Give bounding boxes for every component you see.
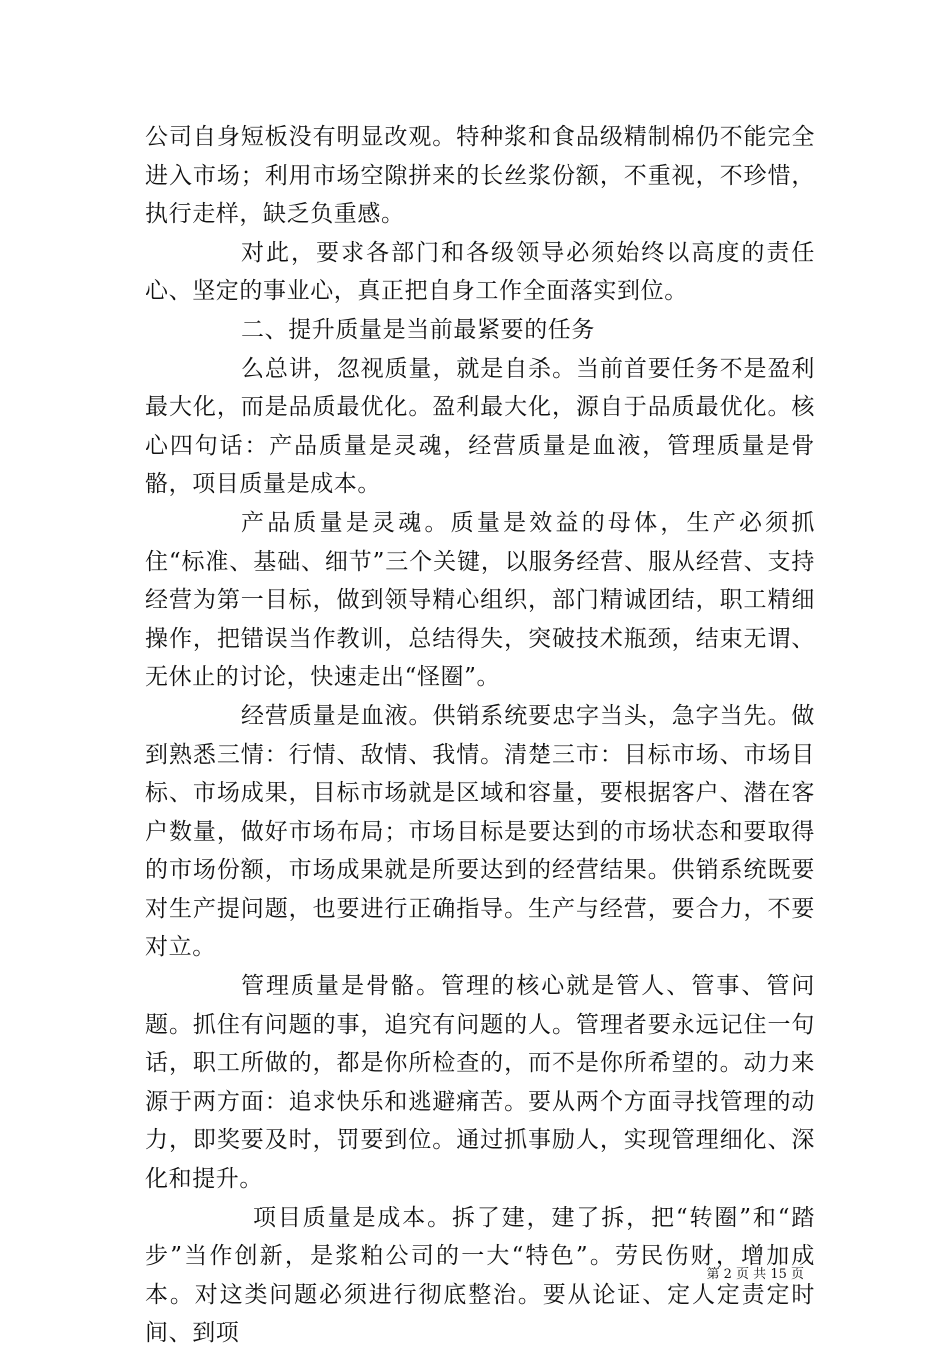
document-body — [145, 118, 815, 1353]
paragraph-quality-overview: 么总讲，忽视质量，就是自杀。当前首要任务不是盈利最大化，而是品质最优化。盈利最大化，源自于品质最优化。核心四句话：产品质量是灵魂，经营质量是血液，管理质量是骨骼，项目质量是成本。 — [145, 355, 815, 498]
paragraph-project-quality: 项目质量是成本。拆了建，建了拆，把“转圈”和“踏步”当作创新，是浆粕公司的一大“特色”。劳民伤财，增加成本。对这类问题必须进行彻底整治。要从论证、定人定责定时间、到项 — [145, 1204, 815, 1347]
paragraph-management-quality: 管理质量是骨骼。管理的核心就是管人、管事、管问题。抓住有问题的事，追究有问题的人。管理者要永远记住一句话，职工所做的，都是你所检查的，而不是你所希望的。动力来源于两方面：追求快乐和逃避痛苦。要从两个方面寻找管理的动力，即奖要及时，罚要到位。通过抓事励人，实现管理细化、深化和提升。 — [145, 973, 815, 1193]
paragraph-business-quality: 经营质量是血液。供销系统要忠字当头，急字当先。做到熟悉三情：行情、敌情、我情。清楚三市：目标市场、市场目标、市场成果，目标市场就是区域和容量，要根据客户、潜在客户数量，做好市场布局；市场目标是要达到的市场状态和要取得的市场份额，市场成果就是所要达到的经营结果。供销系统既要对生产提问题，也要进行正确指导。生产与经营，要合力，不要对立。 — [145, 702, 815, 961]
section-heading: 二、提升质量是当前最紧要的任务 — [241, 316, 595, 343]
paragraph-requirement: 对此，要求各部门和各级领导必须始终以高度的责任心、坚定的事业心，真正把自身工作全面落实到位。 — [145, 239, 815, 305]
paragraph-product-quality: 产品质量是灵魂。质量是效益的母体，生产必须抓住“标准、基础、细节”三个关键，以服务经营、服从经营、支持经营为第一目标，做到领导精心组织，部门精诚团结，职工精细操作，把错误当作教训，总结得失，突破技术瓶颈，结束无谓、无休止的讨论，快速走出“怪圈”。 — [145, 509, 815, 691]
page-number: 第 2 页 共 15 页 — [706, 1267, 804, 1282]
paragraph-continuation: 公司自身短板没有明显改观。特种浆和食品级精制棉仍不能完全进入市场；利用市场空隙拼来的长丝浆份额，不重视，不珍惜，执行走样，缺乏负重感。 — [145, 124, 815, 228]
